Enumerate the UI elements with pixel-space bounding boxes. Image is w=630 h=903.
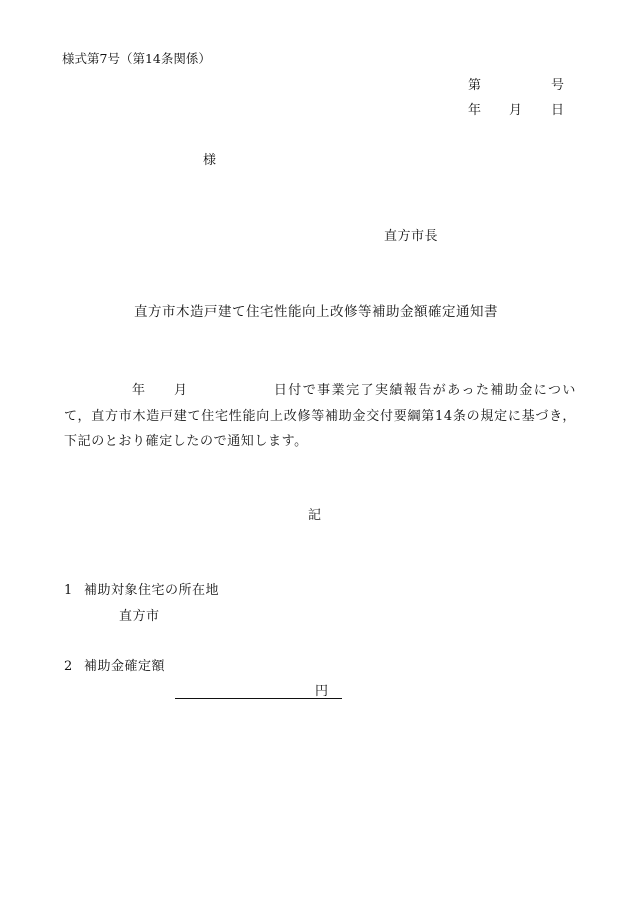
body-date-month: 月 <box>174 383 188 398</box>
date-month: 月 <box>509 103 523 118</box>
item-2-number: 2 <box>64 659 73 674</box>
document-number-prefix: 第 <box>468 78 482 93</box>
addressee-suffix: 様 <box>203 153 217 168</box>
item-2-label: 補助金確定額 <box>84 659 166 674</box>
document-title: 直方市木造戸建て住宅性能向上改修等補助金額確定通知書 <box>134 304 498 320</box>
form-label: 様式第7号（第14条関係） <box>62 51 211 66</box>
body-text-content: 日付で事業完了実績報告があった補助金について，直方市木造戸建て住宅性能向上改修等補助金交付要綱第14条の規定に基づき，下記のとおり確定したので通知します。 <box>64 383 576 449</box>
item-1-value: 直方市 <box>119 609 160 624</box>
item-2-value: 円 <box>315 684 329 699</box>
issuer: 直方市長 <box>384 229 439 244</box>
date-year: 年 <box>468 103 482 118</box>
item-1-number: 1 <box>64 583 73 598</box>
body-text <box>64 378 576 455</box>
amount-underline <box>175 698 342 699</box>
ki-heading: 記 <box>308 508 322 523</box>
document-number-suffix: 号 <box>551 78 565 93</box>
body-date-year: 年 <box>132 383 146 398</box>
date-day: 日 <box>551 103 565 118</box>
item-1-label: 補助対象住宅の所在地 <box>84 583 220 598</box>
